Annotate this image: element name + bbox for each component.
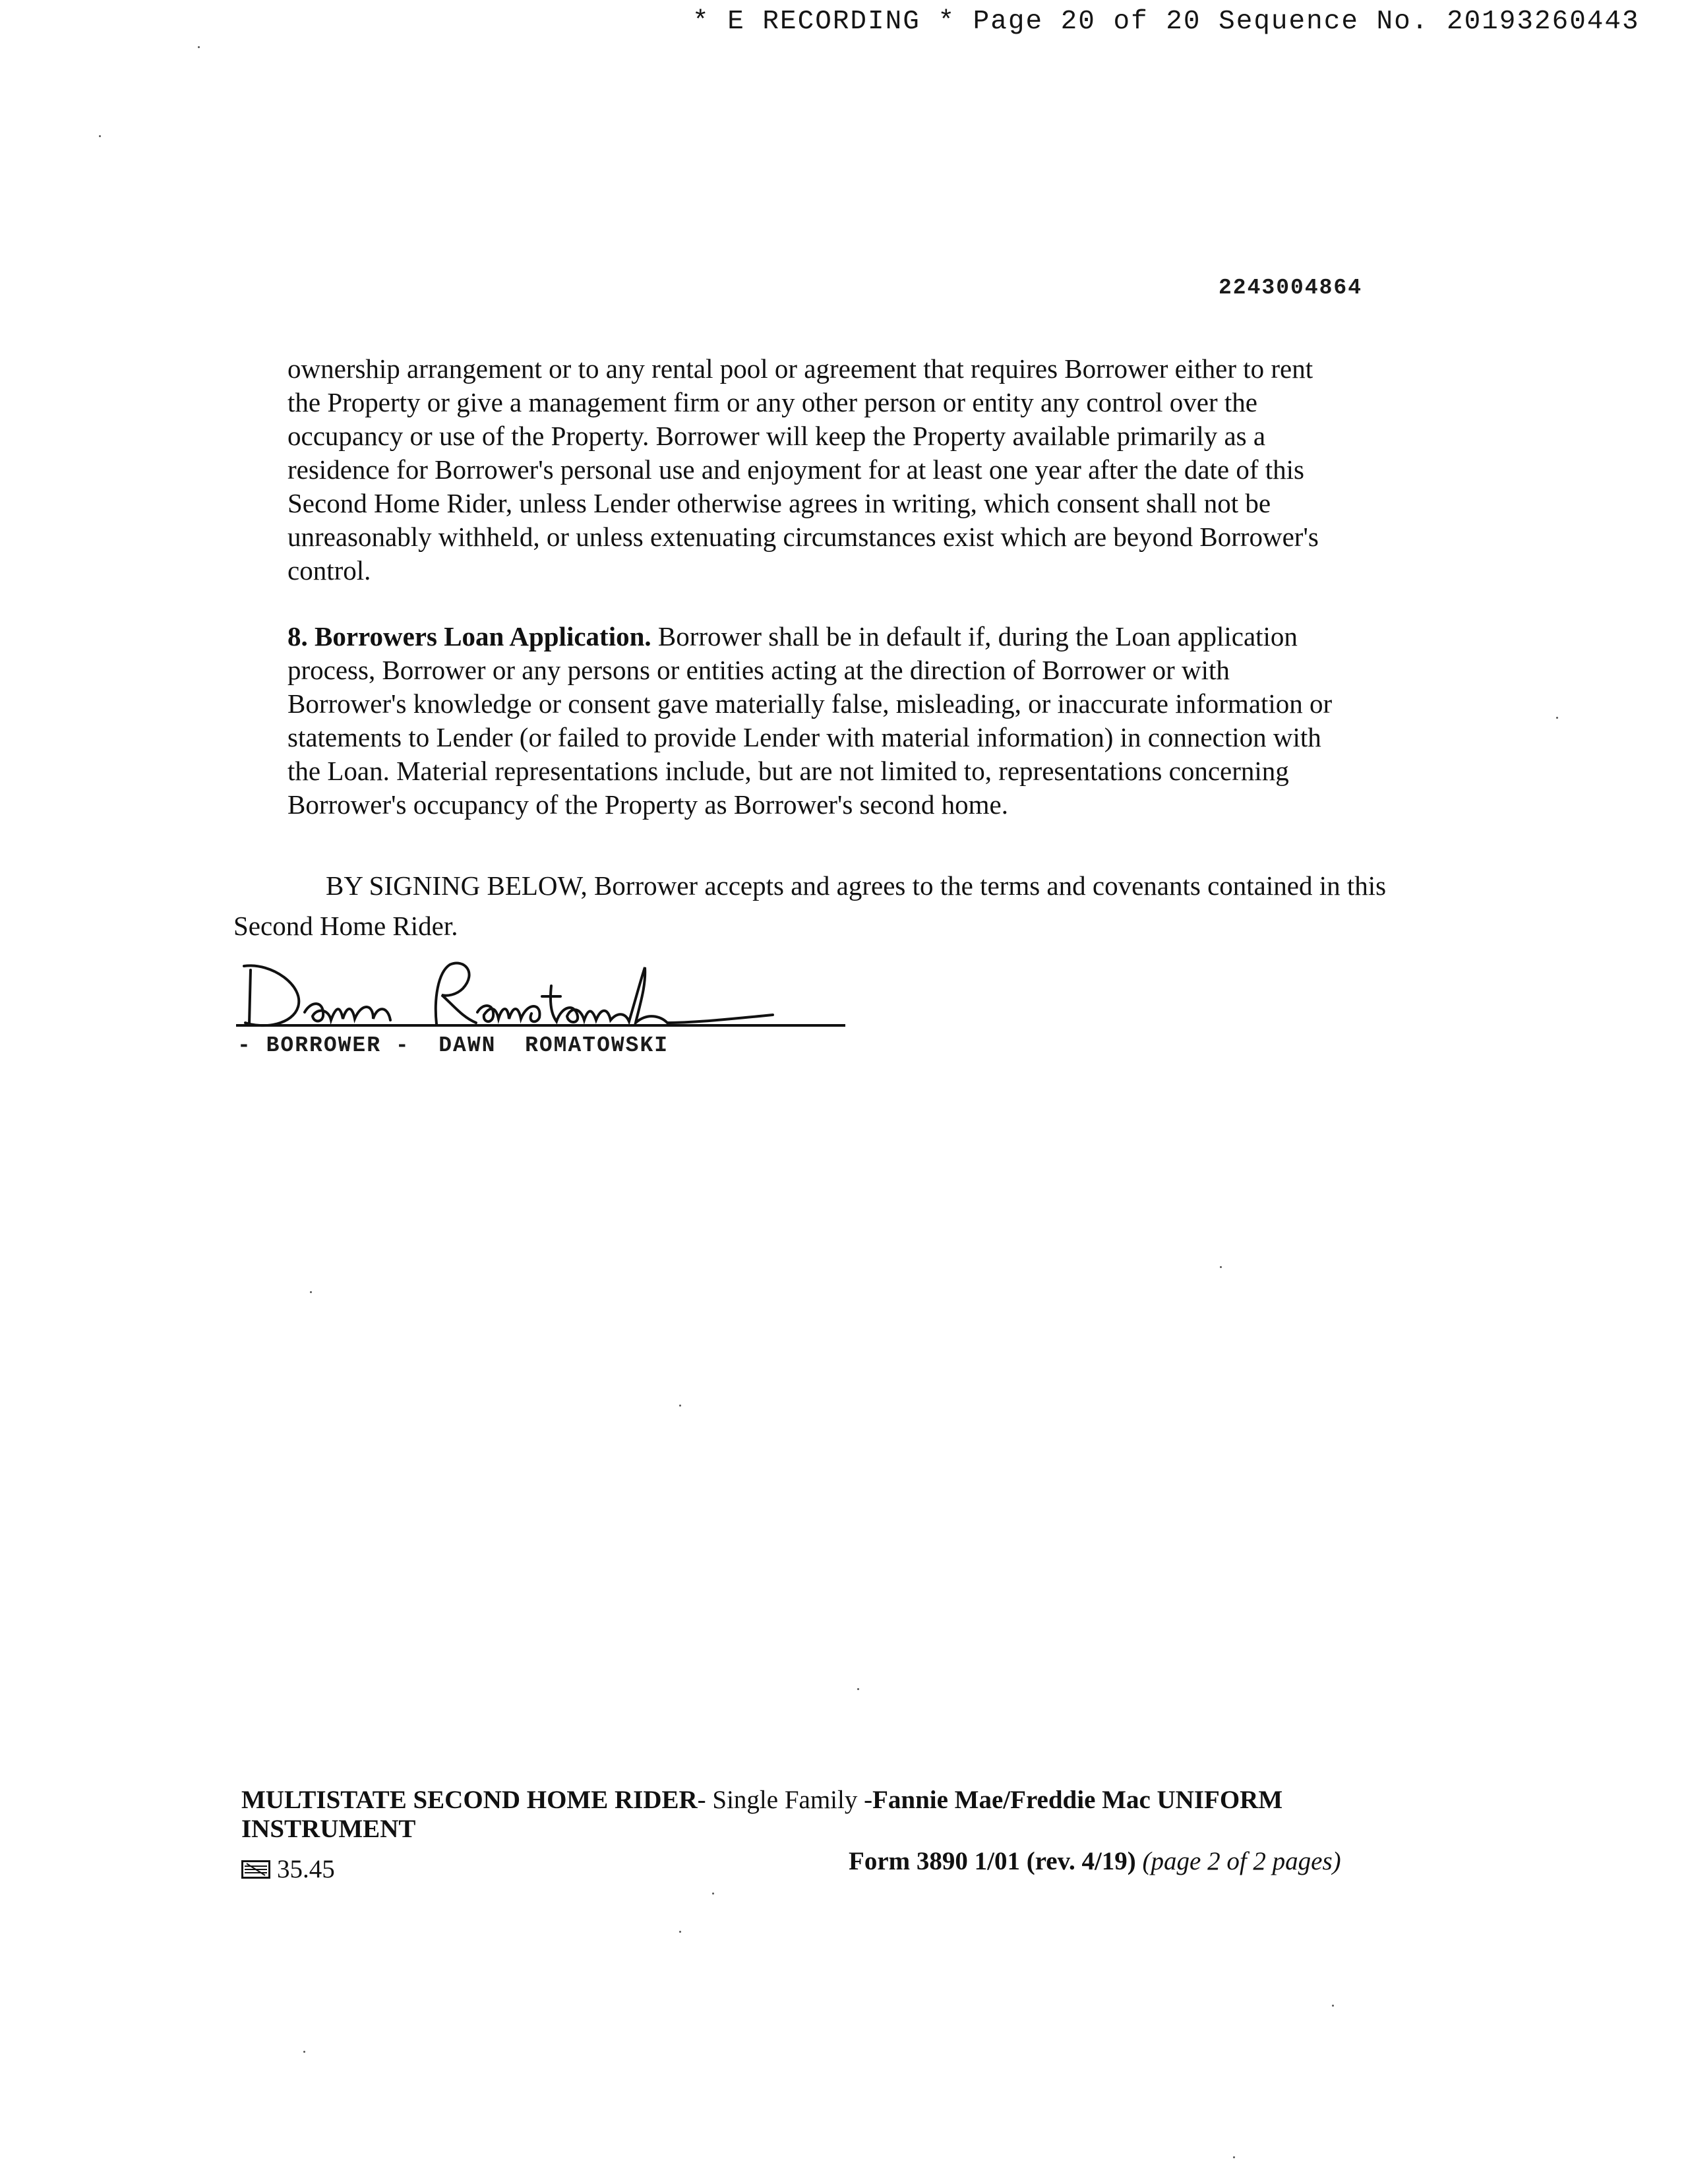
loan-number: 2243004864 xyxy=(1219,276,1363,300)
footer-form-code xyxy=(241,1854,335,1884)
signer-label: - BORROWER - DAWN ROMATOWSKI xyxy=(237,1033,669,1058)
ex-box-icon xyxy=(241,1860,270,1879)
paragraph-7-continued: ownership arrangement or to any rental pool or agreement that requires Borrower either to rent the Property or give a management firm or any other person or entity any control over the occupancy or use of the Property. Borrower will keep the Property available primarily as a residence for Borrower's personal use and enjoyment for at least one year after the date of this Second Home Rider, unless Lender otherwise agrees in writing, which consent shall not be unreasonably withheld, or unless extenuating circumstances exist which are beyond Borrower's control. xyxy=(287,353,1319,586)
borrower-signature xyxy=(232,959,852,1045)
scan-speck xyxy=(679,1405,681,1407)
scan-speck xyxy=(712,1893,714,1895)
scan-speck xyxy=(310,1291,312,1293)
footer-title-part-1: MULTISTATE SECOND HOME RIDER xyxy=(241,1786,698,1814)
acceptance-statement xyxy=(233,866,1394,946)
scan-speck xyxy=(198,46,200,48)
footer-title-part-3: Fannie Mae/Freddie Mac UNIFORM INSTRUMENT xyxy=(241,1786,1283,1843)
scan-speck xyxy=(1332,2005,1334,2007)
footer-form-number xyxy=(849,1846,1341,1876)
scan-speck xyxy=(857,1688,859,1690)
scan-speck xyxy=(303,2051,305,2053)
form-code-number: 35.45 xyxy=(277,1855,335,1883)
scan-speck xyxy=(679,1931,681,1933)
paragraph-8-heading: 8. Borrowers Loan Application. xyxy=(287,621,651,652)
acceptance-text: BY SIGNING BELOW, Borrower accepts and agrees to the terms and covenants contained in this Second Home Rider. xyxy=(233,870,1387,941)
scan-speck xyxy=(99,135,101,137)
scan-speck xyxy=(1556,717,1558,719)
paragraph-8-text: Borrower shall be in default if, during the Loan application process, Borrower or any persons or entities acting at the direction of Borrower or with Borrower's knowledge or consent gave materially false, misleading, or inaccurate information or statements to Lender (or failed to provide Lender with material information) in connection with the Loan. Material representations include, but are not limited to, representations concerning Borrower's occupancy of the Property as Borrower's second home. xyxy=(287,621,1333,820)
recording-header: * E RECORDING * Page 20 of 20 Sequence No. 20193260443 xyxy=(692,7,1640,37)
footer-form-title xyxy=(241,1786,1362,1844)
scan-speck xyxy=(1220,1266,1222,1268)
scan-speck xyxy=(1233,2156,1235,2158)
footer-title-part-2: - Single Family - xyxy=(697,1786,873,1814)
paragraph-8 xyxy=(287,620,1337,822)
form-number-label: Form 3890 1/01 (rev. 4/19) xyxy=(849,1847,1136,1875)
page-info: (page 2 of 2 pages) xyxy=(1142,1847,1341,1875)
